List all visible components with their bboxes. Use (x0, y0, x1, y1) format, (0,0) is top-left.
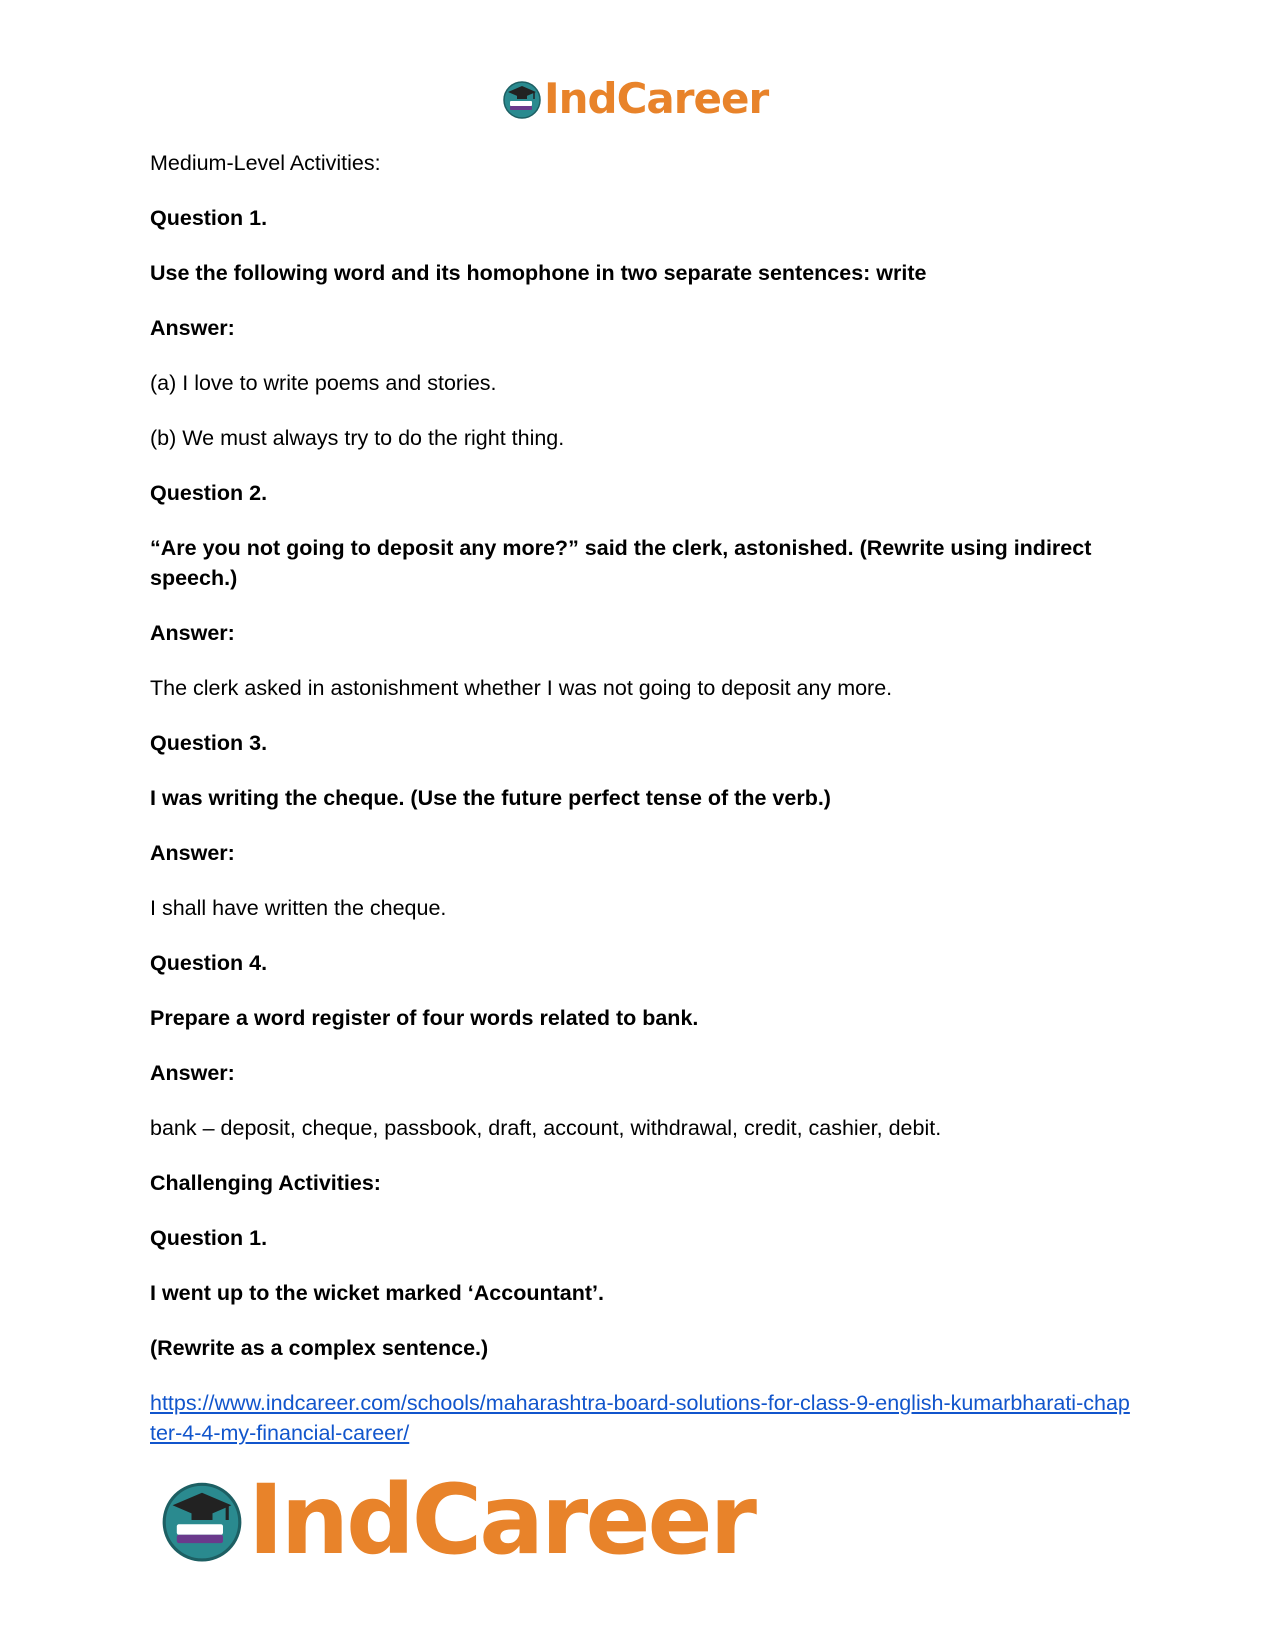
header-brand-text: IndCareer (544, 74, 769, 123)
footer-url-link[interactable]: https://www.indcareer.com/schools/maharashtra-board-solutions-for-class-9-english-kumarbharati-chapter-4-4-my-financial-career/ (150, 1391, 1130, 1445)
question-label: Question 2. (150, 481, 268, 505)
answer-text: I shall have written the cheque. (150, 896, 447, 920)
footer-brand-text: IndCareer (248, 1464, 754, 1576)
answer-text: bank – deposit, cheque, passbook, draft, account, withdrawal, credit, cashier, debit. (150, 1116, 942, 1140)
question-prompt: I was writing the cheque. (Use the future perfect tense of the verb.) (150, 786, 831, 810)
question-label: Question 1. (150, 1226, 268, 1250)
answer-label: Answer: (150, 316, 235, 340)
footer-logo (160, 1464, 754, 1576)
graduation-book-globe-icon (502, 79, 542, 119)
answer-text: (a) I love to write poems and stories. (150, 371, 497, 395)
question-label: Question 4. (150, 951, 268, 975)
graduation-book-globe-icon (160, 1478, 244, 1562)
question-prompt: I went up to the wicket marked ‘Accountant’. (150, 1281, 604, 1305)
question-label: Question 3. (150, 731, 268, 755)
document-body (150, 148, 1130, 1448)
answer-label: Answer: (150, 621, 235, 645)
question-prompt: Use the following word and its homophone in two separate sentences: write (150, 261, 927, 285)
section-heading-medium: Medium-Level Activities: (150, 151, 381, 175)
answer-label: Answer: (150, 1061, 235, 1085)
question-prompt: “Are you not going to deposit any more?” said the clerk, astonished. (Rewrite using indirect speech.) (150, 536, 1092, 590)
header-logo (502, 74, 769, 123)
answer-label: Answer: (150, 841, 235, 865)
answer-text: The clerk asked in astonishment whether I was not going to deposit any more. (150, 676, 893, 700)
question-prompt: (Rewrite as a complex sentence.) (150, 1336, 489, 1360)
answer-text: (b) We must always try to do the right thing. (150, 426, 565, 450)
section-heading-challenging: Challenging Activities: (150, 1171, 381, 1195)
question-label: Question 1. (150, 206, 268, 230)
question-prompt: Prepare a word register of four words related to bank. (150, 1006, 699, 1030)
